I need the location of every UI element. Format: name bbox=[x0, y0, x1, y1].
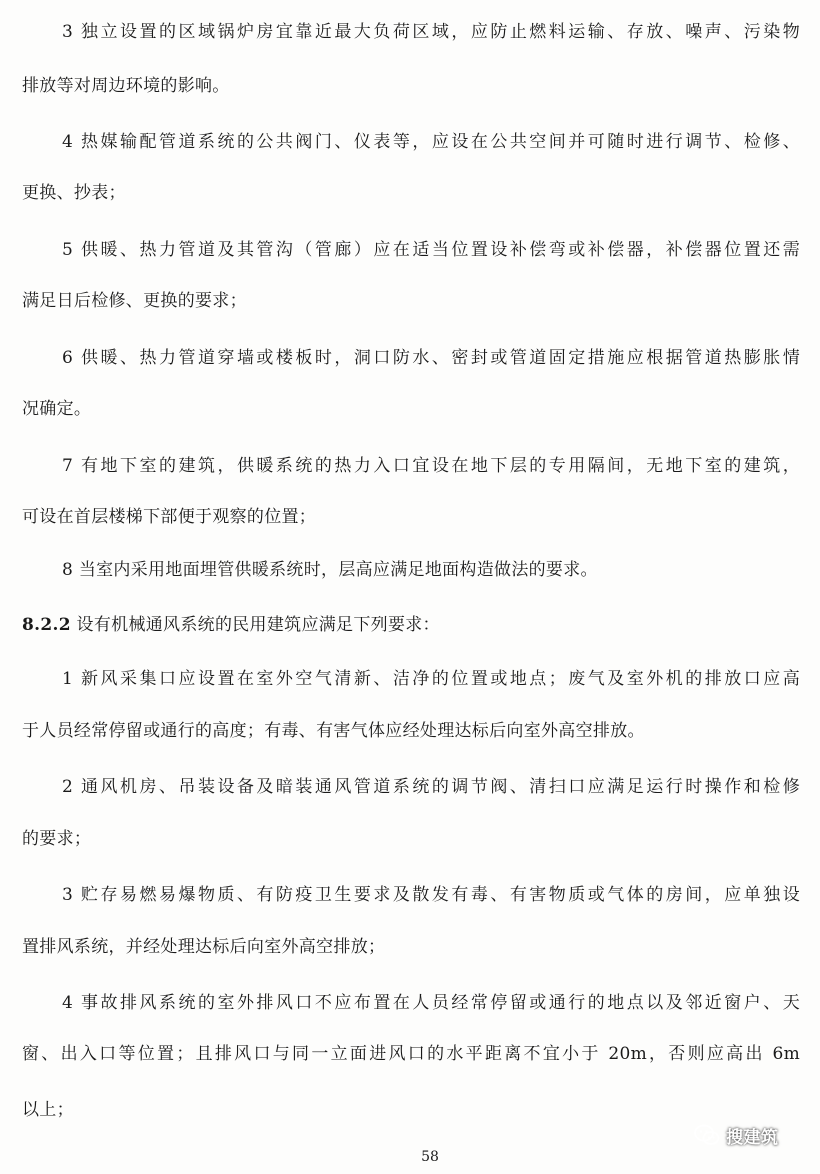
text-line: 置排风系统，并经处理达标后向室外高空排放； bbox=[22, 937, 386, 957]
text-line: 3 贮存易燃易爆物质、有防疫卫生要求及散发有毒、有害物质或气体的房间，应单独设 bbox=[62, 885, 800, 905]
text-line: 4 事故排风系统的室外排风口不应布置在人员经常停留或通行的地点以及邻近窗户、天 bbox=[62, 993, 800, 1013]
text-line: 满足日后检修、更换的要求； bbox=[22, 291, 247, 311]
clause-number: 8.2.2 bbox=[22, 615, 71, 635]
text-line: 4 热媒输配管道系统的公共阀门、仪表等，应设在公共空间并可随时进行调节、检修、 bbox=[62, 132, 800, 152]
text-line: 5 供暖、热力管道及其管沟（管廊）应在适当位置设补偿弯或补偿器，补偿器位置还需 bbox=[62, 240, 800, 260]
text-line: 6 供暖、热力管道穿墙或楼板时，洞口防水、密封或管道固定措施应根据管道热膨胀情 bbox=[62, 348, 800, 368]
text-line: 窗、出入口等位置；且排风口与同一立面进风口的水平距离不宜小于 20m，否则应高出 6m bbox=[22, 1044, 800, 1064]
text-line: 的要求； bbox=[22, 829, 92, 849]
page-number: 58 bbox=[421, 1149, 439, 1165]
watermark bbox=[694, 1120, 779, 1150]
text-line: 况确定。 bbox=[22, 399, 92, 419]
text-line: 可设在首层楼梯下部便于观察的位置； bbox=[22, 507, 317, 527]
text-line: 于人员经常停留或通行的高度；有毒、有害气体应经处理达标后向室外高空排放。 bbox=[22, 721, 645, 741]
text-line: 2 通风机房、吊装设备及暗装通风管道系统的调节阀、清扫口应满足运行时操作和检修 bbox=[62, 777, 800, 797]
watermark-text: 搜建筑 bbox=[726, 1127, 779, 1148]
text-line: 8 当室内采用地面埋管供暖系统时，层高应满足地面构造做法的要求。 bbox=[62, 560, 598, 580]
clause-heading bbox=[22, 613, 440, 637]
clause-title: 设有机械通风系统的民用建筑应满足下列要求： bbox=[76, 615, 440, 635]
text-line: 1 新风采集口应设置在室外空气清新、洁净的位置或地点；废气及室外机的排放口应高 bbox=[62, 669, 800, 689]
text-line: 3 独立设置的区域锅炉房宜靠近最大负荷区域，应防止燃料运输、存放、噪声、污染物 bbox=[62, 22, 800, 42]
text-line: 更换、抄表； bbox=[22, 183, 126, 203]
text-line: 以上； bbox=[22, 1100, 74, 1120]
text-line: 7 有地下室的建筑，供暖系统的热力入口宜设在地下层的专用隔间，无地下室的建筑， bbox=[62, 456, 800, 476]
text-line: 排放等对周边环境的影响。 bbox=[22, 76, 230, 96]
wechat-icon bbox=[694, 1124, 720, 1146]
